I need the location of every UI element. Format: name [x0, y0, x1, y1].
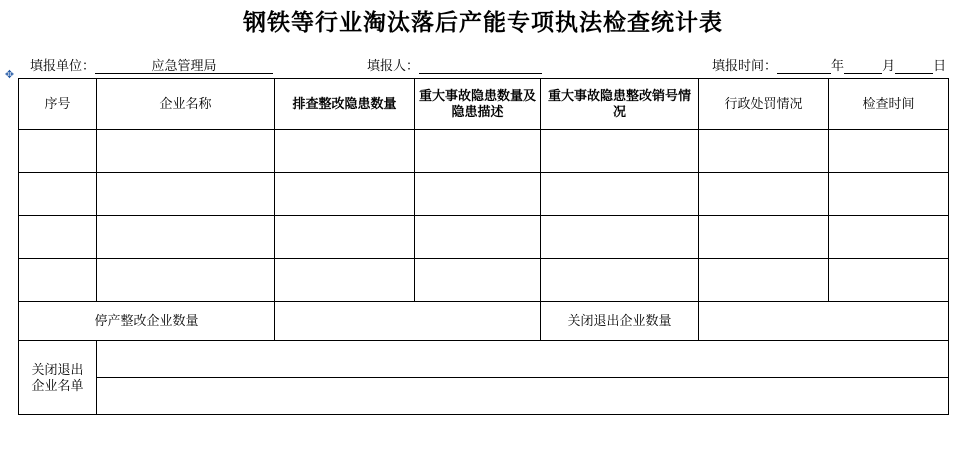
summary-right-value[interactable] — [699, 302, 949, 341]
page-title: 钢铁等行业淘汰落后产能专项执法检查统计表 — [243, 10, 723, 35]
column-header-index: 序号 — [19, 79, 97, 130]
cell-hazards-count[interactable] — [275, 259, 415, 302]
meta-date-month-suffix: 月 — [882, 58, 896, 73]
cell-enterprise-name[interactable] — [97, 216, 275, 259]
meta-date-day-suffix: 日 — [933, 58, 947, 73]
namelist-label — [19, 341, 97, 415]
namelist-label-line2: 企业名单 — [31, 377, 84, 393]
column-header-major-hazards-desc: 重大事故隐患数量及隐患描述 — [415, 79, 541, 130]
cell-inspection-time[interactable] — [829, 173, 949, 216]
meta-row — [0, 52, 966, 74]
column-header-penalty: 行政处罚情况 — [699, 79, 829, 130]
meta-unit-label: 填报单位： — [30, 58, 96, 73]
cell-major-hazards-desc[interactable] — [415, 130, 541, 173]
summary-left-label: 停产整改企业数量 — [19, 302, 275, 341]
namelist-row-1 — [19, 341, 949, 378]
cell-major-hazards-desc[interactable] — [415, 173, 541, 216]
column-header-enterprise-name: 企业名称 — [97, 79, 275, 130]
cell-major-hazards-closeout[interactable] — [541, 173, 699, 216]
namelist-value-row-2[interactable] — [97, 378, 949, 415]
cell-index[interactable] — [19, 259, 97, 302]
cell-inspection-time[interactable] — [829, 216, 949, 259]
statistics-table — [18, 78, 949, 415]
cell-penalty[interactable] — [699, 216, 829, 259]
table-row — [19, 216, 949, 259]
cell-hazards-count[interactable] — [275, 216, 415, 259]
summary-left-value[interactable] — [275, 302, 541, 341]
cell-major-hazards-closeout[interactable] — [541, 130, 699, 173]
meta-date-year-value[interactable] — [777, 73, 831, 74]
namelist-row-2 — [19, 378, 949, 415]
cell-penalty[interactable] — [699, 130, 829, 173]
cell-hazards-count[interactable] — [275, 173, 415, 216]
cell-enterprise-name[interactable] — [97, 173, 275, 216]
cell-major-hazards-closeout[interactable] — [541, 259, 699, 302]
cell-inspection-time[interactable] — [829, 130, 949, 173]
cell-inspection-time[interactable] — [829, 259, 949, 302]
meta-person — [367, 55, 542, 74]
meta-date-month-value[interactable] — [844, 73, 882, 74]
cell-index[interactable] — [19, 173, 97, 216]
cell-enterprise-name[interactable] — [97, 130, 275, 173]
cell-hazards-count[interactable] — [275, 130, 415, 173]
meta-date-label: 填报时间： — [712, 58, 778, 73]
page-root — [0, 8, 966, 471]
meta-person-label: 填报人： — [367, 58, 420, 73]
table-row — [19, 130, 949, 173]
table-row — [19, 173, 949, 216]
summary-row — [19, 302, 949, 341]
cell-index[interactable] — [19, 216, 97, 259]
column-header-hazards-count: 排查整改隐患数量 — [275, 79, 415, 130]
meta-date-day-value[interactable] — [895, 73, 933, 74]
cell-major-hazards-closeout[interactable] — [541, 216, 699, 259]
cell-major-hazards-desc[interactable] — [415, 216, 541, 259]
column-header-inspection-time: 检查时间 — [829, 79, 949, 130]
meta-unit-value[interactable]: 应急管理局 — [95, 58, 273, 74]
table-header-row — [19, 79, 949, 130]
cell-major-hazards-desc[interactable] — [415, 259, 541, 302]
table-row — [19, 259, 949, 302]
column-header-major-hazards-closeout: 重大事故隐患整改销号情况 — [541, 79, 699, 130]
meta-date-year-suffix: 年 — [831, 58, 845, 73]
cell-index[interactable] — [19, 130, 97, 173]
namelist-value-row-1[interactable] — [97, 341, 949, 378]
cell-penalty[interactable] — [699, 259, 829, 302]
meta-date — [712, 55, 946, 74]
meta-person-value[interactable] — [419, 73, 542, 74]
summary-right-label: 关闭退出企业数量 — [541, 302, 699, 341]
selection-corner-icon: ✥ — [4, 69, 15, 81]
cell-enterprise-name[interactable] — [97, 259, 275, 302]
namelist-label-line1: 关闭退出 — [31, 361, 84, 377]
meta-unit — [30, 55, 273, 74]
cell-penalty[interactable] — [699, 173, 829, 216]
